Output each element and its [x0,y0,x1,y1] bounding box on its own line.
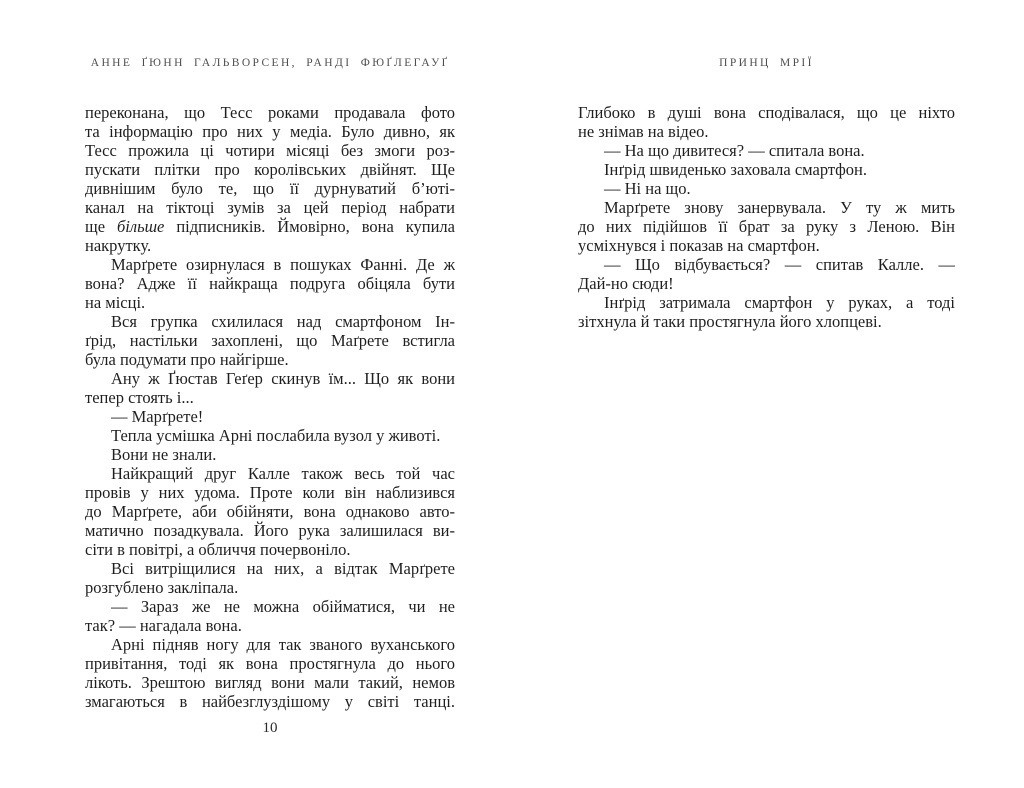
text-line: — Зараз же не можна обійматися, чи не [111,597,455,616]
page-number: 10 [262,720,278,736]
text-line: зітхнула й таки простягнула його хлопцеві. [578,312,882,331]
text-line: розгублено закліпала. [85,578,239,597]
text-line: канал на тіктоці зумів за цей період набрати [85,198,455,217]
text-line: так? — нагадала вона. [85,616,242,635]
text-line: матично позадкувала. Його рука залишилася ви- [85,521,455,540]
text-line: Найкращий друг Калле також весь той час [111,464,455,483]
text-line: була подумати про найгірше. [85,350,289,369]
text-line: Всі витріщилися на них, а відтак Марґрете [111,559,455,578]
right-page-text [578,103,955,331]
text-line: ще більше підписників. Ймовірно, вона купила [85,217,455,236]
text-line: провів у них удома. Проте коли він наблизився [85,483,455,502]
text-line: тепер стоять і... [85,388,194,407]
text-line: усміхнувся і показав на смартфон. [578,236,820,255]
text-line: — Що відбувається? — спитав Калле. — [604,255,955,274]
text-line: пускати плітки про королівських двійнят. Ще [85,160,455,179]
text-line: Тесс прожила ці чотири місяці без змоги роз- [85,141,455,160]
text-line: переконана, що Тесс роками продавала фото [85,103,455,122]
text-line: Дай-но сюди! [578,274,674,293]
text-line: та інформацію про них у медіа. Було дивно, як [85,122,455,141]
text-line: дивнішим було те, що її дурнуватий б’юті- [85,179,455,198]
text-line: — Марґрете! [111,407,204,426]
text-line: — На що дивитеся? — спитала вона. [604,141,865,160]
text-line: не знімав на відео. [578,122,709,141]
text-line: накрутку. [85,236,152,255]
text-line: — Ні на що. [604,179,691,198]
text-line: лікоть. Зрештою вигляд вони мали такий, немов [85,673,455,692]
text-line: Ану ж Ґюстав Геґер скинув їм... Що як вони [111,369,455,388]
text-line: до Марґрете, аби обійняти, вона однаково авто- [85,502,455,521]
text-line: Тепла усмішка Арні послабила вузол у животі. [111,426,441,445]
text-line: змагаються в найбезглуздішому у світі танці. [85,692,455,711]
text-line: Інґрід затримала смартфон у руках, а тоді [604,293,955,312]
text-line: Вся групка схилилася над смартфоном Ін- [111,312,455,331]
text-line: Марґрете знову занервувала. У ту ж мить [604,198,955,217]
text-line: до них підійшов її брат за руку з Леною. Він [578,217,955,236]
text-line: Вони не знали. [111,445,217,464]
text-line: вона? Адже її найкраща подруга обіцяла бути [85,274,455,293]
text-line: ґрід, настільки захоплені, що Маґрете встигла [85,331,455,350]
running-header-title: ПРИНЦ МРІЇ [719,57,814,69]
text-line: привітання, тоді як вона простягнула до нього [85,654,455,673]
text-line: Марґрете озирнулася в пошуках Фанні. Де ж [111,255,455,274]
text-line: Інґрід швиденько заховала смартфон. [604,160,867,179]
text-line: сіти в повітрі, а обличчя почервоніло. [85,540,351,559]
running-header-authors: АННЕ ҐЮНН ГАЛЬВОРСЕН, РАНДІ ФЮҐЛЕГАУҐ [90,57,450,69]
text-line: на місці. [85,293,146,312]
left-page-text [85,103,455,711]
text-line: Арні підняв ногу для так званого вуханського [111,635,455,654]
text-line: Глибоко в душі вона сподівалася, що це ніхто [578,103,955,122]
